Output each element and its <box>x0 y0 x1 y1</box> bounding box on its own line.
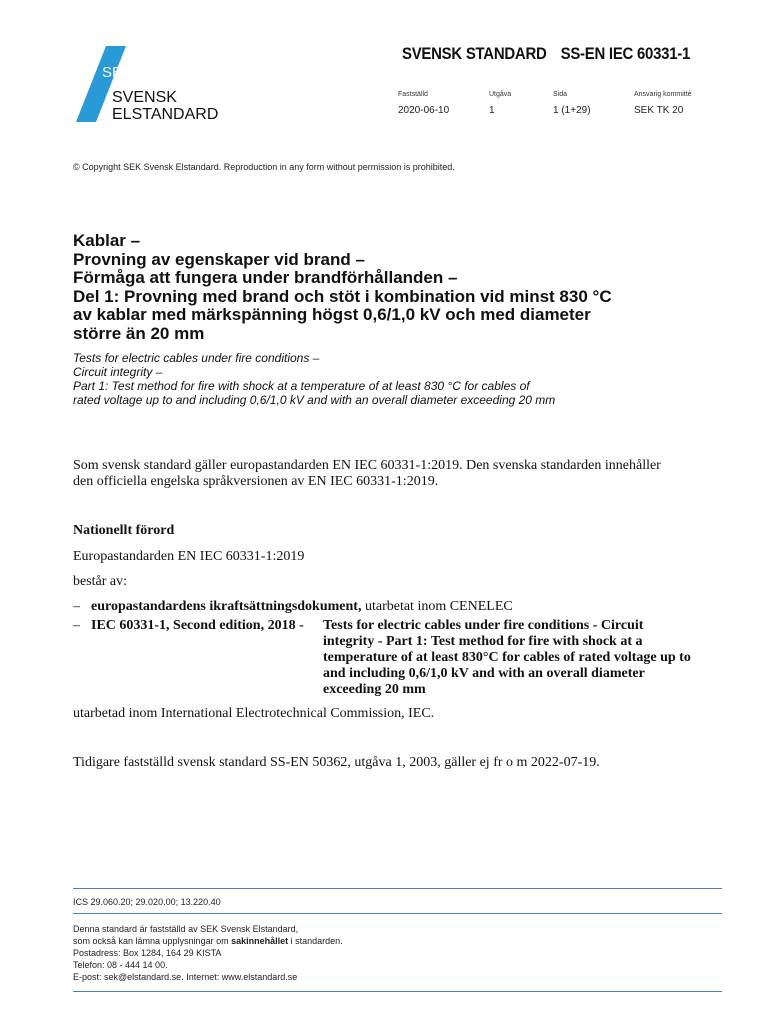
utarbetad-line: utarbetad inom International Electrotechnical Commission, IEC. <box>73 706 435 721</box>
list-item-1 <box>91 599 513 615</box>
desc-line: temperature of at least 830°C for cables of rated voltage up to <box>323 650 691 665</box>
divider-middle <box>73 913 722 914</box>
logo-line1: SVENSK <box>112 89 177 106</box>
list-item-1-rest: utarbetat inom CENELEC <box>361 599 513 614</box>
forord-heading: Nationellt förord <box>73 523 175 538</box>
title-en-line: Tests for electric cables under fire conditions – <box>73 351 320 365</box>
title-en-line: rated voltage up to and including 0,6/1,0 kV and with an overall diameter exceeding 20 mm <box>73 393 556 407</box>
list-item-2-label: IEC 60331-1, Second edition, 2018 - <box>91 618 304 633</box>
logo-abbr: SEK <box>102 64 133 81</box>
europa-line: Europastandarden EN IEC 60331-1:2019 <box>73 549 305 564</box>
meta-label-kommitte: Ansvarig kommitté <box>634 91 692 98</box>
intro-paragraph <box>73 458 661 490</box>
footer-line: E-post: sek@elstandard.se. Internet: www.elstandard.se <box>73 972 298 982</box>
meta-label-utgava: Utgåva <box>489 91 512 98</box>
title-en-line: Circuit integrity – <box>73 365 163 379</box>
meta-value-utgava: 1 <box>489 105 495 116</box>
logo-line2: ELSTANDARD <box>112 106 219 122</box>
standard-heading <box>402 44 690 64</box>
intro-line: Som svensk standard gäller europastandarden EN IEC 60331-1:2019. Den svenska standarden innehåller <box>73 458 661 473</box>
doc-type: SVENSK STANDARD <box>402 44 547 63</box>
footer-line: Postadress: Box 1284, 164 29 KISTA <box>73 948 222 958</box>
title-sv-line: Del 1: Provning med brand och stöt i kombination vid minst 830 °C <box>73 286 612 306</box>
title-sv-line: Förmåga att fungera under brandförhållanden – <box>73 268 458 287</box>
footer-line: Denna standard är fastställd av SEK Svensk Elstandard, <box>73 924 299 934</box>
desc-line: Tests for electric cables under fire conditions - Circuit <box>323 618 644 633</box>
divider-bottom <box>73 991 722 992</box>
list-dash: – <box>73 599 80 614</box>
ics-codes: ICS 29.060.20; 29.020.00; 13.220.40 <box>73 897 221 907</box>
footer-bold-text: sakinnehållet <box>231 936 289 946</box>
meta-value-sida: 1 (1+29) <box>553 105 591 116</box>
list-dash: – <box>73 618 80 633</box>
title-english <box>73 351 555 407</box>
meta-value-faststalld: 2020-06-10 <box>398 105 450 116</box>
footer-text: i standarden. <box>288 936 343 946</box>
title-sv-line: större än 20 mm <box>73 323 205 343</box>
desc-line: integrity - Part 1: Test method for fire with shock at a <box>323 634 643 649</box>
title-sv-line: Kablar – <box>73 231 141 250</box>
footer-line: Telefon: 08 - 444 14 00. <box>73 960 168 970</box>
doc-number: SS-EN IEC 60331-1 <box>560 44 691 63</box>
title-sv-line: av kablar med märkspänning högst 0,6/1,0 kV och med diameter <box>73 305 591 324</box>
footer-text: som också kan lämna upplysningar om <box>73 936 232 946</box>
title-en-line: Part 1: Test method for fire with shock at a temperature of at least 830 °C for cables of <box>73 379 530 393</box>
intro-line: den officiella engelska språkversionen av EN IEC 60331-1:2019. <box>73 474 439 489</box>
meta-value-kommitte: SEK TK 20 <box>634 105 684 116</box>
sek-logo <box>76 46 232 122</box>
desc-line: exceeding 20 mm <box>323 682 426 697</box>
meta-label-faststalld: Fastställd <box>398 91 428 98</box>
footer-line <box>73 935 343 947</box>
tidigare-line: Tidigare fastställd svensk standard SS-EN 50362, utgåva 1, 2003, gäller ej fr o m 2022-07-19. <box>73 755 600 770</box>
title-sv-line: Provning av egenskaper vid brand – <box>73 249 365 269</box>
desc-line: and including 0,6/1,0 kV and with an overall diameter <box>323 666 645 681</box>
list-item-1-bold: europastandardens ikraftsättningsdokument, <box>91 599 362 614</box>
divider-top <box>73 888 722 889</box>
meta-label-sida: Sida <box>553 91 568 98</box>
title-swedish <box>73 232 612 343</box>
bestar-line: består av: <box>73 574 128 589</box>
footer-info <box>73 923 343 983</box>
copyright-notice: © Copyright SEK Svensk Elstandard. Reproduction in any form without permission is prohibited. <box>73 162 455 172</box>
list-item-2-description <box>323 618 691 698</box>
